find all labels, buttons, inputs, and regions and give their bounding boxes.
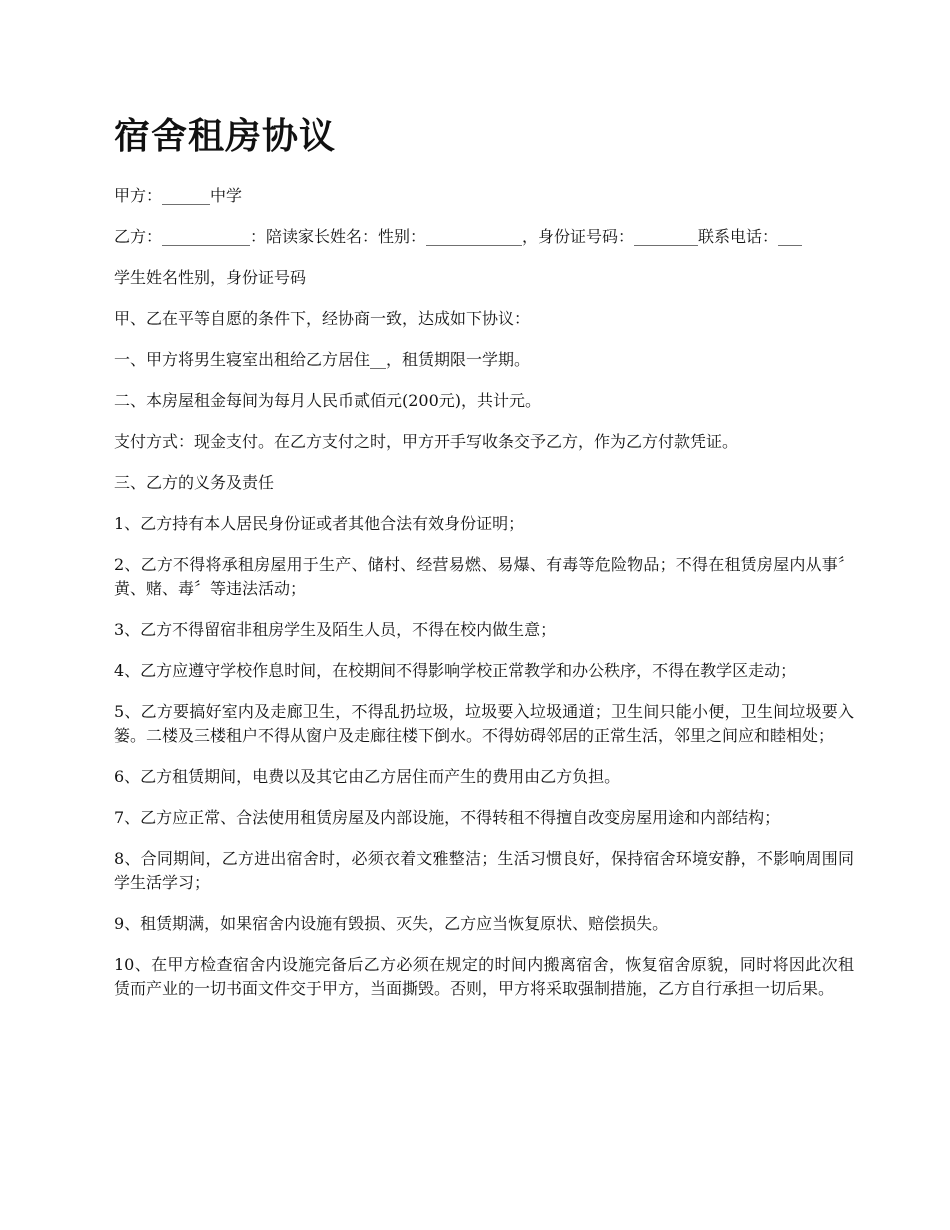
student-info: 学生姓名性别，身份证号码 <box>114 268 307 287</box>
duty-item-8: 8、合同期间，乙方进出宿舍时，必须衣着文雅整洁；生活习惯良好，保持宿舍环境安静，不影响周围同学生活学习； <box>114 849 854 892</box>
duty-item-10: 10、在甲方检查宿舍内设施完备后乙方必须在规定的时间内搬离宿舍，恢复宿舍原貌，同时将因此次租赁而产业的一切书面文件交于甲方，当面撕毁。否则，甲方将采取强制措施，乙方自行承担一切后果。 <box>114 955 854 998</box>
clause-three-heading: 三、乙方的义务及责任 <box>114 473 275 492</box>
duty-item-3: 3、乙方不得留宿非租房学生及陌生人员，不得在校内做生意； <box>114 620 557 639</box>
duty-item-7: 7、乙方应正常、合法使用租赁房屋及内部设施，不得转租不得擅自改变房屋用途和内部结构； <box>114 808 781 827</box>
document-page <box>114 112 854 1018</box>
clause-two: 二、本房屋租金每间为每月人民币贰佰元(200元)，共计元。 <box>114 391 542 410</box>
duty-item-1: 1、乙方持有本人居民身份证或者其他合法有效身份证明； <box>114 514 525 533</box>
party-a: 甲方：______中学 <box>114 186 243 205</box>
duty-item-9: 9、租赁期满，如果宿舍内设施有毁损、灭失，乙方应当恢复原状、赔偿损失。 <box>114 914 669 933</box>
payment-method: 支付方式：现金支付。在乙方支付之时，甲方开手写收条交予乙方，作为乙方付款凭证。 <box>114 432 739 451</box>
duty-item-4: 4、乙方应遵守学校作息时间，在校期间不得影响学校正常教学和办公秩序，不得在教学区走动； <box>114 661 797 680</box>
duty-item-5: 5、乙方要搞好室内及走廊卫生，不得乱扔垃圾，垃圾要入垃圾通道；卫生间只能小便，卫生间垃圾要入篓。二楼及三楼租户不得从窗户及走廊往楼下倒水。不得妨碍邻居的正常生活，邻里之间应和睦相处； <box>114 702 854 745</box>
party-b: 乙方：___________：陪读家长姓名：性别：____________，身份证号码：________联系电话：___ <box>114 227 803 246</box>
duty-item-2: 2、乙方不得将承租房屋用于生产、储村、经营易燃、易爆、有毒等危险物品；不得在租赁房屋内从事〞黄、赌、毒〞等违法活动； <box>114 555 854 598</box>
document-title: 宿舍租房协议 <box>114 115 337 157</box>
clause-one: 一、甲方将男生寝室出租给乙方居住__，租赁期限一学期。 <box>114 350 531 369</box>
agreement-intro: 甲、乙在平等自愿的条件下，经协商一致，达成如下协议： <box>114 309 531 328</box>
duty-item-6: 6、乙方租赁期间，电费以及其它由乙方居住而产生的费用由乙方负担。 <box>114 767 621 786</box>
